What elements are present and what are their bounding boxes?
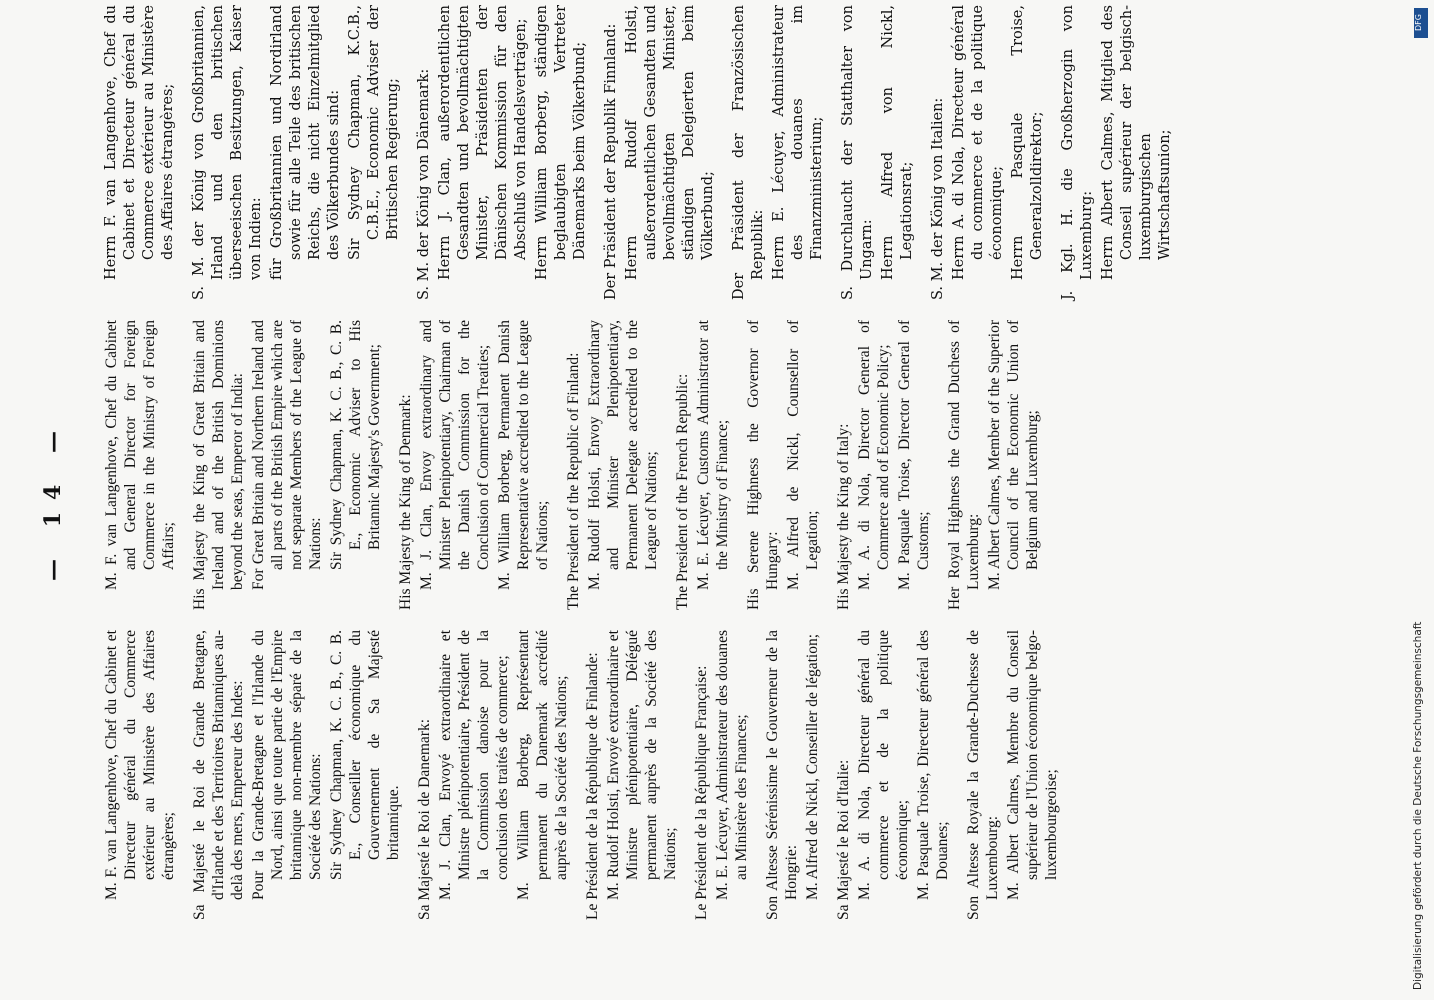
plenipotentiary: M. J. Clan, Envoyé extraordinaire et Ministre plénipotentiaire, Président de la Commission danoise pour la conclusion des traités de commerce; (437, 630, 511, 900)
head-of-state: Der Präsident der Republik Finnland: (603, 23, 619, 300)
signatory-entry (763, 630, 822, 920)
signatory-entry (673, 320, 732, 610)
head-of-state: J. Kgl. H. die Großherzogin von Luxemburg: (1060, 5, 1095, 300)
plenipotentiary: Herrn Albert Calmes, Mitglied des Conseil supérieur der belgisch-luxemburgischen Wirtschaftsunion; (1100, 5, 1173, 280)
plenipotentiary: M. E. Lécuyer, Administrateur des douanes au Ministère des Finances; (714, 630, 750, 900)
plenipotentiary: M. A. di Nola, Director General of Commerce and of Economic Policy; (856, 320, 892, 590)
head-of-state: S. M. der König von Italien: (930, 97, 946, 300)
signatory-entry (602, 5, 718, 300)
plenipotentiary: Sir Sydney Chapman, K.C.B., C.B.E., Economic Adviser der Britischen Regierung; (347, 5, 401, 260)
signatory-entry (692, 630, 751, 920)
signatory-entry (102, 630, 178, 920)
signatory-entry (964, 630, 1061, 920)
plenipotentiary: M. E. Lécuyer, Customs Administrator at the Ministry of Finance; (695, 320, 731, 590)
head-of-state: S. M. der König von Dänemark: (416, 68, 432, 300)
digitization-note: Digitalisierung gefördert durch die Deutsche Forschungsgemeinschaft (1412, 621, 1424, 990)
signatory-entry (190, 320, 384, 610)
head-of-state: Son Altesse Royale la Grande-Duchesse de Luxembourg: (965, 630, 1001, 920)
plenipotentiary: Herrn F. van Langenhove, Chef du Cabinet et Directeur général du Commerce extérieur au Ministère des Affaires étrangères; (103, 5, 176, 280)
plenipotentiary: für Großbritannien und Nordirland sowie für alle Teile des britischen Reichs, die nicht Einzelmitglied des Völkerbundes sind: (269, 5, 342, 280)
head-of-state: Sa Majesté le Roi de Grande Bretagne, d'Irlande et des Territoires Britanniques au-delà des mers, Empereur des Indes: (191, 630, 246, 920)
plenipotentiary: For Great Britain and Northern Ireland and all parts of the British Empire which are not separate Members of the League of Nations: (250, 320, 324, 590)
french-column (100, 630, 1073, 920)
head-of-state: Der Präsident der Französischen Republik: (731, 5, 766, 300)
signatory-entry (190, 630, 403, 920)
head-of-state: Le Président de la République Française: (693, 665, 710, 920)
plenipotentiary: M. Alfred de Nickl, Counsellor of Legation; (785, 320, 821, 590)
head-of-state: His Majesty the King of Great Britain and Ireland and of the British Dominions beyond the seas, Emperor of India: (191, 320, 246, 610)
head-of-state: Le Président de la République de Finlande: (584, 652, 601, 920)
head-of-state: His Majesty the King of Italy: (835, 423, 852, 610)
signatory-entry (744, 320, 822, 610)
plenipotentiary: M. A. di Nola, Directeur général du commerce et de la politique économique; (856, 630, 911, 900)
plenipotentiary: Herrn A. di Nola, Directeur général du commerce et de la politique économique; (951, 5, 1005, 280)
plenipotentiary: Pour la Grande-Bretagne et l'Irlande du Nord, ainsi que toute partie de l'Empire britannique non-membre séparé de la Société des Nations: (250, 630, 324, 900)
head-of-state: S. M. der König von Großbritannien, Irland und den britischen überseeischen Besitzungen, Kaiser von Indien: (191, 5, 264, 300)
plenipotentiary: M. William Borberg, Permanent Danish Representative accredited to the League of Nations; (496, 320, 551, 590)
signatory-entry (102, 5, 178, 300)
plenipotentiary: Herrn J. Clan, außerordentlichen Gesandten und bevollmächtigten Minister, Präsidenten der Dänischen Kommission für den Abschluß von Handelsverträgen; (437, 5, 529, 280)
plenipotentiary: M. Rudolf Holsti, Envoy Extraordinary and Minister Plenipotentiary, Permanent Delegate accredited to the League of Nations; (586, 320, 660, 590)
signatory-entry (190, 5, 403, 300)
plenipotentiary: M. Pasquale Troise, Directeur général des Douanes; (915, 630, 951, 900)
head-of-state: The President of the French Republic: (674, 373, 691, 610)
english-column (100, 320, 1054, 610)
head-of-state: Son Altesse Sérénissime le Gouverneur de la Hongrie: (764, 630, 800, 920)
plenipotentiary: Herrn Pasquale Troise, Generalzolldirektor; (1010, 5, 1045, 280)
german-column (100, 5, 1187, 300)
plenipotentiary: M. Alfred de Nickl, Conseiller de légation; (804, 633, 821, 900)
signatory-entry (102, 320, 178, 610)
signatory-entry (415, 5, 590, 300)
signatory-entry (834, 630, 952, 920)
plenipotentiary: M. F. van Langenhove, Chef du Cabinet and General Director for Foreign Commerce in the Ministry of Foreign Affairs; (103, 320, 177, 590)
digitization-margin (1408, 0, 1432, 1000)
plenipotentiary: Sir Sydney Chapman, K. C. B., C. B. E., Economic Adviser to His Britannic Majesty's Government; (328, 320, 383, 570)
signatory-entry (834, 320, 933, 610)
plenipotentiary: M. Albert Calmes, Member of the Superior Council of the Economic Union of Belgium and Luxemburg; (986, 320, 1041, 590)
head-of-state: Her Royal Highness the Grand Duchess of Luxemburg: (946, 320, 982, 610)
plenipotentiary: Herrn Rudolf Holsti, außerordentlichen Gesandten und bevollmächtigten Minister, ständigen Delegierten beim Völkerbund; (624, 5, 716, 280)
signatory-entry (730, 5, 827, 300)
plenipotentiary: Sir Sydney Chapman, K. C. B., C. B. E., Conseiller économique du Gouvernement de Sa Majesté britannique. (328, 630, 402, 880)
signatory-entry (415, 630, 571, 920)
plenipotentiary: M. J. Clan, Envoy extraordinary and Minister Plenipotentiary, Chairman of the Danish Commission for the Conclusion of Commercial Treaties; (418, 320, 492, 590)
signatory-entry (1059, 5, 1175, 300)
plenipotentiary: Herrn Alfred von Nickl, Legationsrat; (880, 5, 915, 280)
plenipotentiary: Herrn William Borberg, ständigen beglaubigten Vertreter Dänemarks beim Völkerbund; (534, 5, 588, 280)
head-of-state: His Serene Highness the Governor of Hungary: (745, 320, 781, 610)
signatory-entry (396, 320, 552, 610)
plenipotentiary: Herrn E. Lécuyer, Administrateur des douanes im Finanzministerium; (771, 5, 825, 280)
plenipotentiary: M. Albert Calmes, Membre du Conseil supérieur de l'Union économique belgo-luxembourgeoise; (1005, 630, 1060, 900)
plenipotentiary: M. Pasquale Troise, Director General of Customs; (896, 320, 932, 590)
head-of-state: Sa Majesté le Roi d'Italie: (835, 759, 852, 920)
head-of-state: S. Durchlaucht der Statthalter von Ungarn: (840, 5, 875, 300)
dfg-logo: DFG (1414, 8, 1428, 38)
signatory-entry (929, 5, 1047, 300)
plenipotentiary: M. F. van Langenhove, Chef du Cabinet et Directeur général du Commerce extérieur au Ministère des Affaires étrangères; (103, 630, 177, 900)
plenipotentiary: M. Rudolf Holsti, Envoyé extraordinaire et Ministre plénipotentiaire, Délégué permanent auprès de la Société des Nations; (605, 630, 679, 900)
page-number: — 14 — (40, 419, 66, 581)
signatory-entry (945, 320, 1042, 610)
head-of-state: The President of the Republic of Finland: (565, 352, 582, 610)
signatory-entry (839, 5, 917, 300)
signatory-entry (564, 320, 661, 610)
signatory-entry (583, 630, 680, 920)
head-of-state: Sa Majesté le Roi de Danemark: (416, 718, 433, 920)
head-of-state: His Majesty the King of Denmark: (397, 394, 414, 610)
plenipotentiary: M. William Borberg, Représentant permanent du Danemark accrédité auprès de la Société des Nations; (515, 630, 570, 900)
